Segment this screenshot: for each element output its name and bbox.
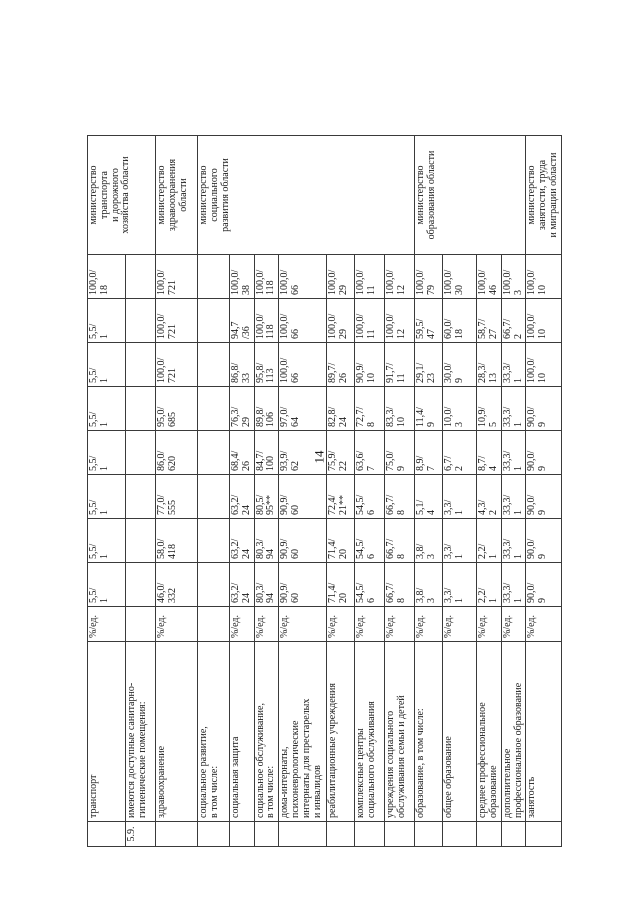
- value-cell: 100,0/ 721: [156, 299, 198, 343]
- value-cell: 90,0/ 9: [526, 563, 561, 607]
- value-cell: 5,5/ 1: [88, 387, 126, 431]
- row-number-cell: [355, 822, 385, 847]
- indicator-label-cell: социальное обслуживание, в том числе:: [254, 642, 279, 822]
- responsible-ministry-cell: министерство занятости, труда и миграции области: [526, 136, 561, 255]
- value-cell: 54,5/ 6: [355, 519, 385, 563]
- row-number-cell: [443, 822, 477, 847]
- value-cell: 60,0/ 18: [443, 299, 477, 343]
- indicator-label-cell: имеются доступные санитарно-гигиенические помещения:: [126, 642, 156, 822]
- value-cell: [198, 475, 230, 519]
- row-number-cell: [198, 822, 230, 847]
- unit-cell: %/ед.: [327, 607, 355, 642]
- value-cell: 94,7 /36: [230, 299, 255, 343]
- row-number-cell: [254, 822, 279, 847]
- value-cell: 100,0/ 10: [526, 255, 561, 299]
- value-cell: 33,3/ 1: [501, 475, 526, 519]
- value-cell: 33,3/ 1: [501, 431, 526, 475]
- value-cell: 28,3/ 13: [477, 343, 502, 387]
- indicators-table: [87, 135, 562, 847]
- value-cell: 75,9/ 22: [327, 431, 355, 475]
- row-number-cell: 5.9.: [126, 822, 156, 847]
- value-cell: 90,9/ 60: [279, 475, 327, 519]
- value-cell: 63,6/ 7: [355, 431, 385, 475]
- value-cell: 100,0/ 721: [156, 255, 198, 299]
- value-cell: 100,0/ 118: [254, 299, 279, 343]
- value-cell: [198, 343, 230, 387]
- value-cell: 100,0/ 118: [254, 255, 279, 299]
- value-cell: 10,9/ 5: [477, 387, 502, 431]
- table-row: [88, 136, 126, 847]
- indicator-label-cell: дома-интернаты, психоневрологические интернаты для престарелых и инвалидов: [279, 642, 327, 822]
- value-cell: 100,0/ 29: [327, 299, 355, 343]
- indicator-label-cell: транспорт: [88, 642, 126, 822]
- row-number-cell: [501, 822, 526, 847]
- value-cell: 10,0/ 3: [443, 387, 477, 431]
- value-cell: 84,7/ 100: [254, 431, 279, 475]
- value-cell: 100,0/ 18: [88, 255, 126, 299]
- value-cell: 100,0/ 79: [415, 255, 443, 299]
- value-cell: 8,7/ 4: [477, 431, 502, 475]
- row-number-cell: [385, 822, 415, 847]
- value-cell: 100,0/ 11: [355, 255, 385, 299]
- value-cell: 93,9/ 62: [279, 431, 327, 475]
- value-cell: 33,3/ 1: [501, 519, 526, 563]
- value-cell: 83,3/ 10: [385, 387, 415, 431]
- value-cell: 46,0/ 332: [156, 563, 198, 607]
- indicator-label-cell: здравоохранение: [156, 642, 198, 822]
- value-cell: 75,0/ 9: [385, 431, 415, 475]
- value-cell: 71,4/ 20: [327, 563, 355, 607]
- value-cell: [198, 563, 230, 607]
- value-cell: 100,0/ 38: [230, 255, 255, 299]
- row-number-cell: [279, 822, 327, 847]
- value-cell: 3,8/ 3: [415, 563, 443, 607]
- value-cell: 90,0/ 9: [526, 387, 561, 431]
- unit-cell: %/ед.: [385, 607, 415, 642]
- value-cell: 2,2/ 1: [477, 563, 502, 607]
- table-row: [526, 136, 561, 847]
- value-cell: 59,5/ 47: [415, 299, 443, 343]
- value-cell: 68,4/ 26: [230, 431, 255, 475]
- row-number-cell: [88, 822, 126, 847]
- value-cell: 63,2/ 24: [230, 563, 255, 607]
- value-cell: 76,3/ 29: [230, 387, 255, 431]
- value-cell: 80,3/ 94: [254, 563, 279, 607]
- value-cell: 100,0/ 12: [385, 255, 415, 299]
- value-cell: 100,0/ 66: [279, 299, 327, 343]
- row-number-cell: [327, 822, 355, 847]
- unit-cell: %/ед.: [156, 607, 198, 642]
- row-number-cell: [415, 822, 443, 847]
- value-cell: 95,0/ 685: [156, 387, 198, 431]
- unit-cell: [126, 607, 156, 642]
- table-row: [415, 136, 443, 847]
- value-cell: 90,0/ 9: [526, 519, 561, 563]
- value-cell: 100,0/ 12: [385, 299, 415, 343]
- value-cell: 2,2/ 1: [477, 519, 502, 563]
- value-cell: 4,3/ 2: [477, 475, 502, 519]
- table-row: [156, 136, 198, 847]
- value-cell: 90,9/ 60: [279, 519, 327, 563]
- value-cell: [198, 519, 230, 563]
- value-cell: 11,4/ 9: [415, 387, 443, 431]
- responsible-ministry-cell: министерство образования области: [415, 136, 526, 255]
- value-cell: 100,0/ 3: [501, 255, 526, 299]
- value-cell: 30,0/ 9: [443, 343, 477, 387]
- responsible-ministry-cell: министерство социального развития области: [198, 136, 415, 255]
- value-cell: 5,5/ 1: [88, 343, 126, 387]
- value-cell: 72,7/ 8: [355, 387, 385, 431]
- value-cell: 86,0/ 620: [156, 431, 198, 475]
- value-cell: 90,9/ 60: [279, 563, 327, 607]
- value-cell: 82,8/ 24: [327, 387, 355, 431]
- value-cell: 63,2/ 24: [230, 475, 255, 519]
- value-cell: 5,5/ 1: [88, 563, 126, 607]
- value-cell: 5,5/ 1: [88, 519, 126, 563]
- indicator-label-cell: комплексные центры социального обслуживания: [355, 642, 385, 822]
- value-cell: 100,0/ 66: [279, 343, 327, 387]
- row-number-cell: [230, 822, 255, 847]
- indicator-label-cell: общее образование: [443, 642, 477, 822]
- value-cell: 29,1/ 23: [415, 343, 443, 387]
- value-cell: 97,0/ 64: [279, 387, 327, 431]
- value-cell: 100,0/ 721: [156, 343, 198, 387]
- value-cell: [126, 431, 156, 475]
- unit-cell: %/ед.: [415, 607, 443, 642]
- value-cell: 66,7/ 8: [385, 475, 415, 519]
- value-cell: 8,9/ 7: [415, 431, 443, 475]
- indicator-label-cell: дополнительное профессиональное образование: [501, 642, 526, 822]
- value-cell: 5,5/ 1: [88, 299, 126, 343]
- value-cell: [198, 431, 230, 475]
- value-cell: 66,7/ 2: [501, 299, 526, 343]
- indicator-label-cell: образование, в том числе:: [415, 642, 443, 822]
- value-cell: 80,5/ 95**: [254, 475, 279, 519]
- value-cell: [126, 387, 156, 431]
- value-cell: 72,4/ 21**: [327, 475, 355, 519]
- value-cell: [198, 387, 230, 431]
- value-cell: 100,0/ 66: [279, 255, 327, 299]
- value-cell: 77,0/ 555: [156, 475, 198, 519]
- value-cell: 100,0/ 10: [526, 299, 561, 343]
- table-body: [88, 136, 562, 847]
- value-cell: 3,8/ 3: [415, 519, 443, 563]
- value-cell: 80,3/ 94: [254, 519, 279, 563]
- value-cell: 71,4/ 20: [327, 519, 355, 563]
- value-cell: 54,5/ 6: [355, 475, 385, 519]
- value-cell: 3,3/ 1: [443, 563, 477, 607]
- value-cell: 100,0/ 10: [526, 343, 561, 387]
- row-number-cell: [156, 822, 198, 847]
- unit-cell: %/ед.: [230, 607, 255, 642]
- value-cell: 6,7/ 2: [443, 431, 477, 475]
- value-cell: 3,3/ 1: [443, 519, 477, 563]
- value-cell: [126, 343, 156, 387]
- value-cell: 3,3/ 1: [443, 475, 477, 519]
- value-cell: 95,8/ 113: [254, 343, 279, 387]
- unit-cell: %/ед.: [355, 607, 385, 642]
- value-cell: 33,3/ 1: [501, 563, 526, 607]
- table-row: [198, 136, 230, 847]
- value-cell: 86,8/ 33: [230, 343, 255, 387]
- unit-cell: %/ед.: [501, 607, 526, 642]
- value-cell: 89,7/ 26: [327, 343, 355, 387]
- value-cell: 90,0/ 9: [526, 431, 561, 475]
- responsible-ministry-cell: министерство здравоохранения области: [156, 136, 198, 255]
- unit-cell: [198, 607, 230, 642]
- unit-cell: %/ед.: [254, 607, 279, 642]
- indicator-label-cell: социальная защита: [230, 642, 255, 822]
- value-cell: [198, 299, 230, 343]
- unit-cell: %/ед.: [279, 607, 327, 642]
- value-cell: 100,0/ 11: [355, 299, 385, 343]
- value-cell: 66,7/ 8: [385, 519, 415, 563]
- value-cell: [126, 255, 156, 299]
- indicator-label-cell: учреждения социального обслуживания семьи и детей: [385, 642, 415, 822]
- value-cell: 100,0/ 46: [477, 255, 502, 299]
- value-cell: 66,7/ 8: [385, 563, 415, 607]
- value-cell: [126, 519, 156, 563]
- indicator-label-cell: реабилитационные учреждения: [327, 642, 355, 822]
- value-cell: 90,0/ 9: [526, 475, 561, 519]
- unit-cell: %/ед.: [477, 607, 502, 642]
- value-cell: [198, 255, 230, 299]
- value-cell: 5,1/ 4: [415, 475, 443, 519]
- page-number: 14: [311, 450, 327, 464]
- value-cell: 33,3/ 1: [501, 343, 526, 387]
- unit-cell: %/ед.: [88, 607, 126, 642]
- row-number-cell: [477, 822, 502, 847]
- value-cell: 100,0/ 30: [443, 255, 477, 299]
- value-cell: 58,0/ 418: [156, 519, 198, 563]
- value-cell: 90,9/ 10: [355, 343, 385, 387]
- unit-cell: %/ед.: [443, 607, 477, 642]
- value-cell: 5,5/ 1: [88, 431, 126, 475]
- value-cell: 91,7/ 11: [385, 343, 415, 387]
- value-cell: [126, 475, 156, 519]
- value-cell: [126, 563, 156, 607]
- value-cell: [126, 299, 156, 343]
- value-cell: 63,2/ 24: [230, 519, 255, 563]
- row-number-cell: [526, 822, 561, 847]
- indicator-label-cell: занятость: [526, 642, 561, 822]
- value-cell: 58,7/ 27: [477, 299, 502, 343]
- value-cell: 100,0/ 29: [327, 255, 355, 299]
- indicator-label-cell: среднее профессиональное образование: [477, 642, 502, 822]
- responsible-ministry-cell: министерство транспорта и дорожного хозяйства области: [88, 136, 156, 255]
- unit-cell: %/ед.: [526, 607, 561, 642]
- value-cell: 54,5/ 6: [355, 563, 385, 607]
- value-cell: 5,5/ 1: [88, 475, 126, 519]
- value-cell: 33,3/ 1: [501, 387, 526, 431]
- value-cell: 89,8/ 106: [254, 387, 279, 431]
- indicator-label-cell: социальное развитие, в том числе:: [198, 642, 230, 822]
